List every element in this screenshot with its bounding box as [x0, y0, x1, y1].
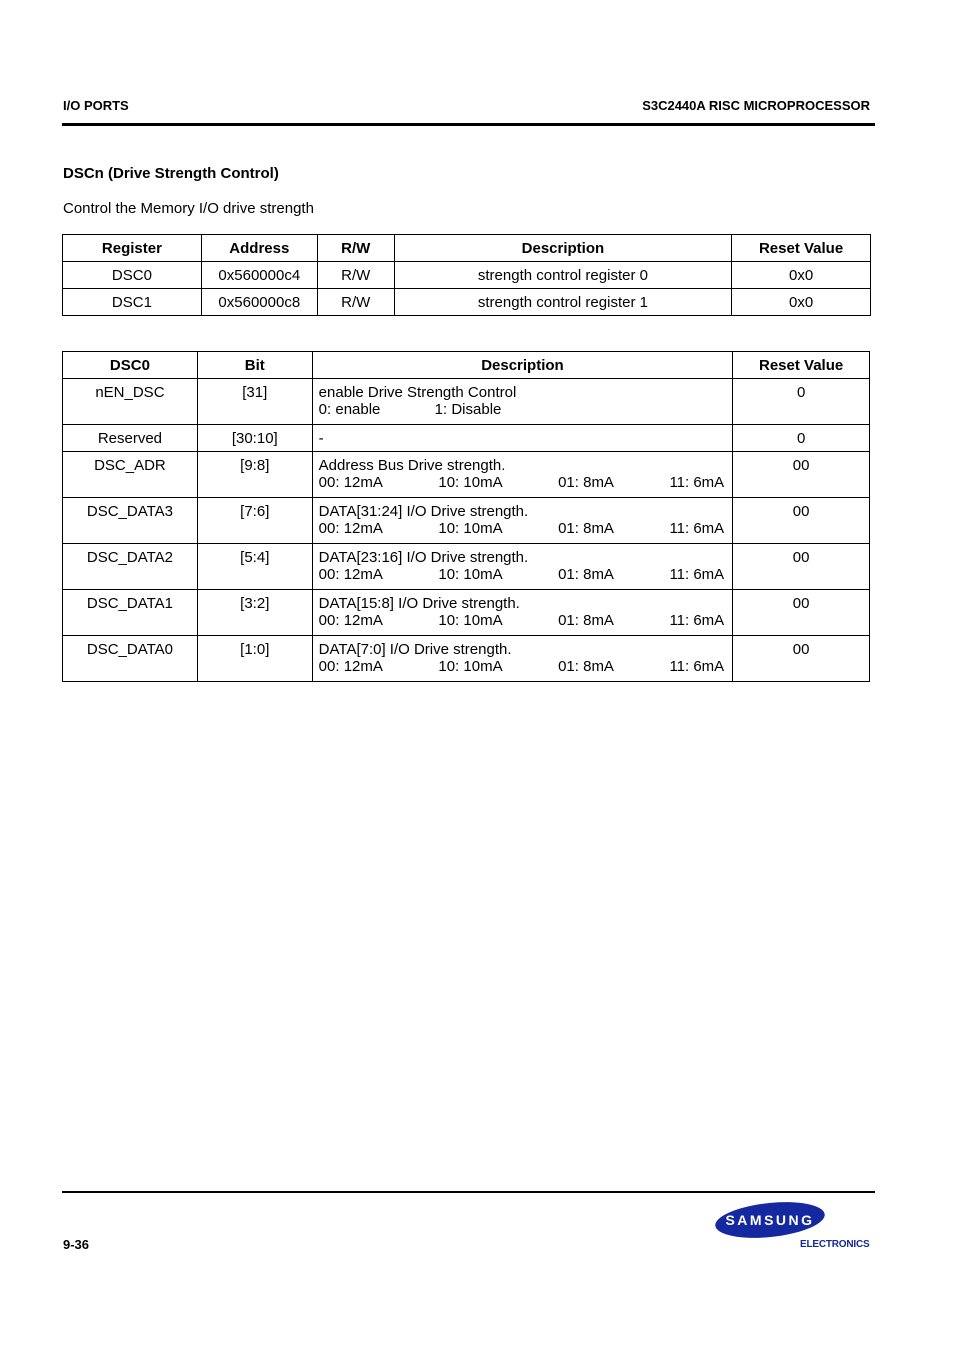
field-name-cell: DSC_DATA3	[63, 498, 198, 544]
option-value: 01: 8mA	[558, 474, 614, 491]
option-line	[319, 658, 725, 675]
option-value: 00: 12mA	[318, 612, 383, 629]
option-value: 00: 12mA	[318, 658, 383, 675]
section-title: DSCn (Drive Strength Control)	[63, 165, 279, 182]
table-row	[63, 636, 870, 682]
field-name-cell: DSC_ADR	[63, 452, 198, 498]
option-value: 11: 6mA	[669, 612, 725, 629]
option-value: 01: 8mA	[558, 520, 614, 537]
reset-cell: 00	[733, 498, 870, 544]
address-cell: 0x560000c4	[201, 262, 317, 289]
table-row	[63, 590, 870, 636]
header-section-label: I/O PORTS	[63, 98, 129, 113]
table-row	[63, 289, 871, 316]
logo-text: SAMSUNG	[725, 1212, 815, 1228]
option-line	[319, 474, 725, 491]
option-value: 11: 6mA	[669, 566, 725, 583]
field-name-cell: nEN_DSC	[63, 379, 198, 425]
header-divider	[62, 123, 875, 126]
option-value: 0: enable	[318, 401, 381, 418]
bit-table-header	[63, 352, 870, 379]
description-cell: strength control register 1	[394, 289, 732, 316]
field-name-cell: Reserved	[63, 425, 198, 452]
description-cell	[312, 544, 733, 590]
col-header: Register	[63, 235, 202, 262]
option-value: 10: 10mA	[438, 520, 503, 537]
col-header: Description	[394, 235, 732, 262]
description-cell	[312, 379, 733, 425]
bit-range-cell: [30:10]	[197, 425, 312, 452]
description-cell	[312, 636, 733, 682]
option-value: 10: 10mA	[438, 474, 503, 491]
field-name-cell: DSC_DATA1	[63, 590, 198, 636]
bit-range-cell: [9:8]	[197, 452, 312, 498]
footer-divider	[62, 1191, 875, 1193]
description-line: DATA[7:0] I/O Drive strength.	[318, 641, 512, 658]
option-value: 00: 12mA	[318, 566, 383, 583]
col-header: Address	[201, 235, 317, 262]
page-number: 9-36	[63, 1237, 90, 1252]
logo-subtitle: ELECTRONICS	[800, 1239, 870, 1250]
col-header: DSC0	[63, 352, 198, 379]
col-header: Reset Value	[733, 352, 870, 379]
bit-range-cell: [1:0]	[197, 636, 312, 682]
intro-text: Control the Memory I/O drive strength	[63, 200, 314, 217]
option-line	[319, 520, 725, 537]
option-value: 10: 10mA	[438, 612, 503, 629]
description-line: DATA[23:16] I/O Drive strength.	[318, 549, 529, 566]
option-value: 11: 6mA	[669, 474, 725, 491]
description-cell	[312, 498, 733, 544]
reset-cell: 0	[733, 379, 870, 425]
option-value: 00: 12mA	[318, 520, 383, 537]
option-line	[319, 612, 725, 629]
option-value: 11: 6mA	[669, 658, 725, 675]
option-value: 01: 8mA	[558, 566, 614, 583]
description-cell	[312, 452, 733, 498]
rw-cell: R/W	[317, 289, 394, 316]
reset-cell: 0x0	[732, 262, 871, 289]
option-value: 1: Disable	[434, 401, 502, 418]
register-table-header	[63, 235, 871, 262]
reset-cell: 00	[733, 636, 870, 682]
bit-field-table	[62, 351, 870, 682]
bit-range-cell: [3:2]	[197, 590, 312, 636]
option-value: 01: 8mA	[558, 612, 614, 629]
description-line: -	[318, 430, 324, 447]
reset-cell: 00	[733, 452, 870, 498]
address-cell: 0x560000c8	[201, 289, 317, 316]
option-line	[319, 566, 725, 583]
table-row	[63, 379, 870, 425]
table-row	[63, 498, 870, 544]
bit-range-cell: [31]	[197, 379, 312, 425]
description-line: enable Drive Strength Control	[318, 384, 517, 401]
option-line	[319, 401, 725, 418]
register-table	[62, 234, 871, 316]
description-line: Address Bus Drive strength.	[318, 457, 506, 474]
register-cell: DSC1	[63, 289, 202, 316]
col-header: Reset Value	[732, 235, 871, 262]
option-value: 10: 10mA	[438, 566, 503, 583]
option-value: 11: 6mA	[669, 520, 725, 537]
rw-cell: R/W	[317, 262, 394, 289]
table-row	[63, 452, 870, 498]
field-name-cell: DSC_DATA2	[63, 544, 198, 590]
col-header: Description	[312, 352, 733, 379]
table-row	[63, 425, 870, 452]
reset-cell: 00	[733, 590, 870, 636]
bit-range-cell: [5:4]	[197, 544, 312, 590]
col-header: Bit	[197, 352, 312, 379]
description-line: DATA[15:8] I/O Drive strength.	[318, 595, 520, 612]
option-value: 10: 10mA	[438, 658, 503, 675]
table-row	[63, 544, 870, 590]
col-header: R/W	[317, 235, 394, 262]
option-value: 01: 8mA	[558, 658, 614, 675]
description-line: DATA[31:24] I/O Drive strength.	[318, 503, 529, 520]
option-value: 00: 12mA	[318, 474, 383, 491]
table-row	[63, 262, 871, 289]
description-cell: strength control register 0	[394, 262, 732, 289]
reset-cell: 0x0	[732, 289, 871, 316]
bit-range-cell: [7:6]	[197, 498, 312, 544]
reset-cell: 00	[733, 544, 870, 590]
description-cell	[312, 590, 733, 636]
reset-cell: 0	[733, 425, 870, 452]
header-product-label: S3C2440A RISC MICROPROCESSOR	[642, 98, 870, 113]
register-cell: DSC0	[63, 262, 202, 289]
description-cell	[312, 425, 733, 452]
field-name-cell: DSC_DATA0	[63, 636, 198, 682]
